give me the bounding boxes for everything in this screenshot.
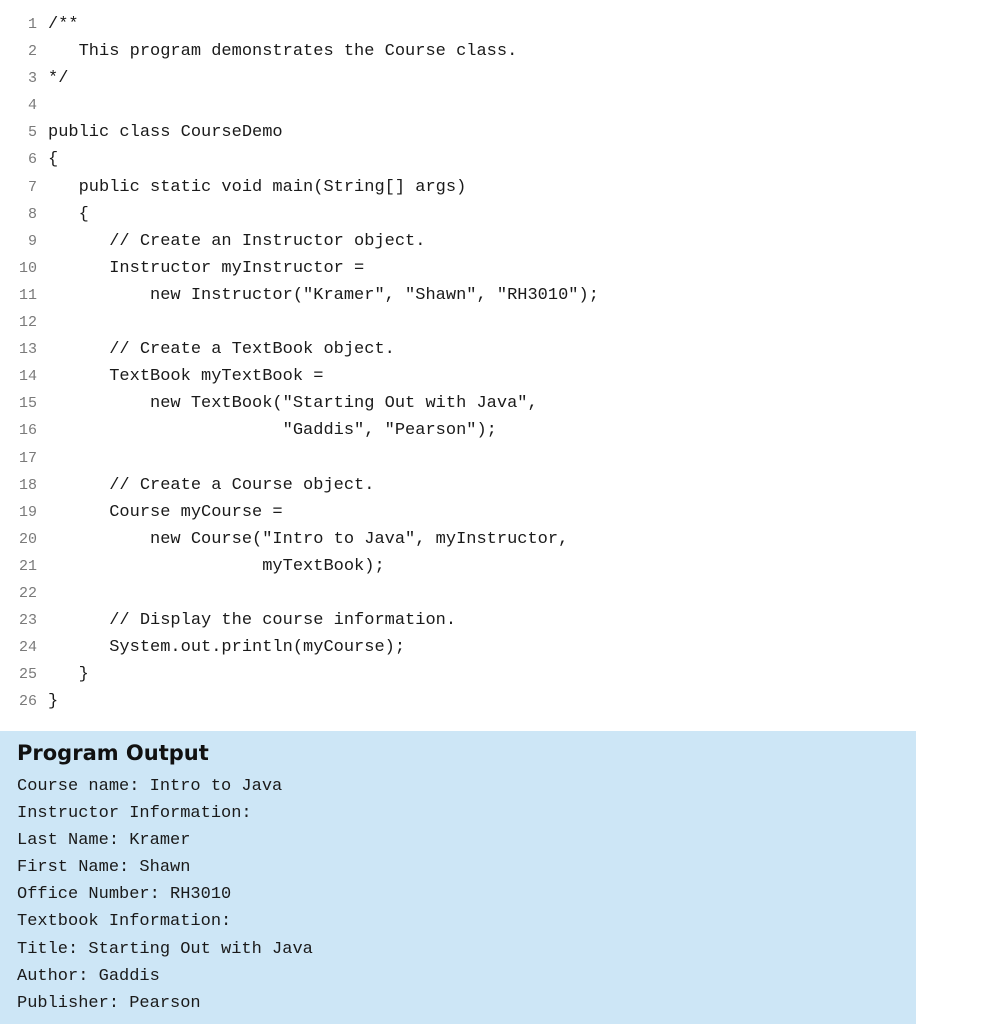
code-line bbox=[0, 336, 996, 363]
code-line bbox=[0, 11, 996, 38]
code-line bbox=[0, 201, 996, 228]
line-number: 4 bbox=[27, 97, 37, 115]
output-line: Instructor Information: bbox=[17, 804, 252, 824]
line-number: 10 bbox=[18, 259, 37, 277]
line-code: } bbox=[48, 665, 89, 685]
line-number: 17 bbox=[18, 449, 37, 467]
line-code: // Create a TextBook object. bbox=[48, 340, 395, 360]
line-code: Instructor myInstructor = bbox=[48, 258, 365, 278]
output-line: Title: Starting Out with Java bbox=[17, 939, 313, 959]
output-line: Textbook Information: bbox=[17, 912, 232, 932]
line-code: { bbox=[48, 150, 59, 170]
code-line bbox=[0, 119, 996, 146]
output-line: First Name: Shawn bbox=[17, 858, 191, 878]
line-number: 1 bbox=[27, 16, 37, 33]
code-line bbox=[0, 661, 996, 688]
line-number: 24 bbox=[18, 639, 37, 657]
line-number: 20 bbox=[18, 530, 37, 548]
output-line: Office Number: RH3010 bbox=[17, 885, 232, 905]
line-number: 2 bbox=[27, 43, 37, 61]
line-number: 26 bbox=[18, 693, 37, 711]
line-code: "Gaddis", "Pearson"); bbox=[48, 421, 497, 441]
line-code: } bbox=[48, 692, 59, 712]
code-line bbox=[0, 92, 996, 119]
line-number: 21 bbox=[18, 557, 37, 575]
line-code bbox=[48, 580, 996, 607]
line-code: // Create a Course object. bbox=[48, 475, 375, 495]
code-line bbox=[0, 553, 996, 580]
code-line bbox=[0, 228, 996, 255]
line-number: 19 bbox=[18, 503, 37, 521]
code-line bbox=[0, 499, 996, 526]
code-line bbox=[0, 65, 996, 92]
line-code: */ bbox=[48, 69, 69, 89]
line-code: /** bbox=[48, 15, 79, 34]
code-line bbox=[0, 472, 996, 499]
output-line: Last Name: Kramer bbox=[17, 831, 191, 851]
code-line bbox=[0, 607, 996, 634]
line-number: 14 bbox=[18, 368, 37, 386]
code-line bbox=[0, 526, 996, 553]
line-code: new Course("Intro to Java", myInstructor, bbox=[48, 529, 569, 549]
code-line bbox=[0, 580, 996, 607]
code-line bbox=[0, 38, 996, 65]
code-line bbox=[0, 309, 996, 336]
code-line bbox=[0, 417, 996, 444]
line-number: 7 bbox=[27, 178, 37, 196]
line-number: 3 bbox=[27, 70, 37, 88]
line-code: public class CourseDemo bbox=[48, 123, 283, 143]
line-number: 16 bbox=[18, 422, 37, 440]
line-number: 13 bbox=[18, 341, 37, 359]
line-number: 8 bbox=[27, 205, 37, 223]
output-line: Publisher: Pearson bbox=[17, 993, 201, 1013]
program-output-title: Program Output bbox=[17, 741, 209, 765]
line-code: { bbox=[48, 204, 89, 224]
line-code: new Instructor("Kramer", "Shawn", "RH3010"); bbox=[48, 285, 599, 305]
line-code bbox=[48, 445, 996, 472]
line-number: 12 bbox=[18, 314, 37, 332]
code-line bbox=[0, 146, 996, 173]
line-number: 23 bbox=[18, 612, 37, 630]
line-number: 5 bbox=[27, 124, 37, 142]
code-line bbox=[0, 634, 996, 661]
code-line bbox=[0, 255, 996, 282]
line-code: System.out.println(myCourse); bbox=[48, 638, 406, 658]
code-line bbox=[0, 390, 996, 417]
line-number: 15 bbox=[18, 395, 37, 413]
code-line bbox=[0, 688, 996, 715]
line-number: 22 bbox=[18, 584, 37, 602]
program-output-panel bbox=[0, 731, 916, 1024]
line-number: 18 bbox=[18, 476, 37, 494]
line-number: 25 bbox=[18, 666, 37, 684]
line-code: // Display the course information. bbox=[48, 611, 457, 631]
code-line bbox=[0, 363, 996, 390]
code-listing bbox=[0, 11, 996, 715]
line-code: myTextBook); bbox=[48, 556, 385, 576]
output-line: Author: Gaddis bbox=[17, 966, 160, 986]
code-line bbox=[0, 445, 996, 472]
output-line: Course name: Intro to Java bbox=[17, 777, 283, 796]
line-code: TextBook myTextBook = bbox=[48, 367, 324, 387]
line-code: public static void main(String[] args) bbox=[48, 177, 467, 197]
line-number: 6 bbox=[27, 151, 37, 169]
line-code bbox=[48, 309, 996, 336]
line-number: 11 bbox=[18, 286, 37, 304]
line-code: Course myCourse = bbox=[48, 502, 283, 522]
line-code: new TextBook("Starting Out with Java", bbox=[48, 394, 538, 414]
line-code bbox=[48, 92, 996, 119]
line-number: 9 bbox=[27, 232, 37, 250]
line-code: // Create an Instructor object. bbox=[48, 231, 426, 251]
line-code: This program demonstrates the Course class. bbox=[48, 42, 518, 62]
code-line bbox=[0, 174, 996, 201]
code-line bbox=[0, 282, 996, 309]
